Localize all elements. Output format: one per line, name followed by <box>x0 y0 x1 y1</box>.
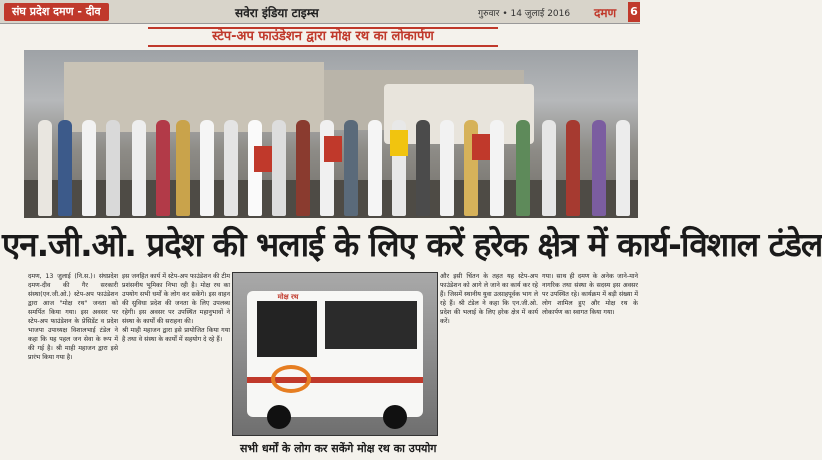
photo-building <box>64 62 324 132</box>
photo-person <box>156 120 170 216</box>
photo-person <box>132 120 146 216</box>
photo-person <box>490 120 504 216</box>
photo-person <box>106 120 120 216</box>
article-column-2-bottom: श्री माही महाजन द्वारा इसे प्रायोजित किया गया है तथा वे संस्था के कार्यों में सहयोग दे रहे हैं। <box>122 327 230 343</box>
photo-person <box>320 120 334 216</box>
hearse-windshield <box>257 301 317 357</box>
main-headline <box>2 222 822 268</box>
photo-person <box>416 120 430 216</box>
photo-person <box>566 120 580 216</box>
article-column-4: गया। साथ ही दमण के अनेक जाने-माने नागरिक तथा संस्था के सदस्य इस अवसर पर उपस्थित रहे। कार्यक्रम में बड़ी संख्या में लोग शामिल हुए और मोक्ष रथ के लोकार्पण का स्वागत किया गया। <box>542 273 638 316</box>
article-column-2-text: इस जनहित कार्य में स्टेप-अप फाउंडेशन की टीम प्रशंसनीय भूमिका निभा रही है। मोक्ष रथ का उपयोग सभी धर्मों के लोग कर सकेंगे। इस वाहन की सुविधा प्रदेश की जनता के लिए उपलब्ध रहेगी। इस अवसर पर उपस्थित महानुभावों ने संस्था के कार्यों की सराहना की। <box>122 273 230 325</box>
hearse-side-window <box>325 301 417 349</box>
photo-caption-text: सभी धर्मों के लोग कर सकेंगे मोक्ष रथ का उपयोग <box>240 442 437 455</box>
flower-garland <box>271 365 311 393</box>
photo-person <box>592 120 606 216</box>
photo-person <box>82 120 96 216</box>
photo-person <box>296 120 310 216</box>
article-column-1: दमण, 13 जुलाई (नि.स.)। संघप्रदेश दमण-दीव की गैर सरकारी संस्था(एन.जी.ओ.) स्टेप-अप फाउंडेशन द्वारा आज "मोक्ष रथ" जनता को समर्पित किया गया। इस अवसर पर स्टेप-अप फाउंडेशन के प्रेसिडेंट व प्रदेश भाजपा उपाध्यक्ष विशालभाई टंडेल ने कहा कि यह पहल जन सेवा के रूप में की गई है। श्री माही महाजन द्वारा इसे प्रारंभ किया गया है। <box>28 273 118 361</box>
issue-date: गुरुवार • 14 जुलाई 2016 <box>478 9 571 19</box>
photo-person <box>368 120 382 216</box>
red-flag <box>324 136 342 162</box>
red-flag <box>254 146 272 172</box>
hearse-label: मोक्ष रथ <box>277 293 299 301</box>
yellow-flag <box>390 130 408 156</box>
group-photo <box>24 50 638 218</box>
page-header <box>0 0 640 24</box>
photo-person <box>542 120 556 216</box>
red-flag <box>472 134 490 160</box>
article-column-2 <box>122 272 230 458</box>
hearse-wheel <box>267 405 291 429</box>
top-headline <box>148 27 498 47</box>
photo-person <box>200 120 214 216</box>
photo-person <box>38 120 52 216</box>
page-number: 6 <box>628 2 640 22</box>
photo-person <box>344 120 358 216</box>
section-label: संघ प्रदेश दमण - दीव <box>4 3 109 21</box>
hearse-photo <box>232 272 438 436</box>
hearse-wheel <box>383 405 407 429</box>
photo-person <box>616 120 630 216</box>
photo-person <box>272 120 286 216</box>
photo-person <box>58 120 72 216</box>
main-headline-text: एन.जी.ओ. प्रदेश की भलाई के लिए करें हरेक क्षेत्र में कार्य-विशाल टंडेल <box>2 225 822 264</box>
photo-person <box>516 120 530 216</box>
city-label: दमण <box>594 6 617 20</box>
photo-person <box>440 120 454 216</box>
top-headline-text: स्टेप-अप फाउंडेशन द्वारा मोक्ष रथ का लोकार्पण <box>212 29 434 44</box>
paper-name: सवेरा इंडिया टाइम्स <box>235 6 319 20</box>
photo-caption <box>240 440 440 458</box>
photo-person <box>176 120 190 216</box>
article-column-3: और इसी चिंतन के तहत यह स्टेप-अप फाउंडेशन को आगे ले जाने का कार्य कर रहे हैं। जिसमें स्थानीय युवा उत्साहपूर्वक भाग ले रहे हैं। श्री टंडेल ने कहा कि एन.जी.ओ. प्रदेश की भलाई के लिए हरेक क्षेत्र में कार्य करें। <box>440 273 538 325</box>
photo-person <box>224 120 238 216</box>
